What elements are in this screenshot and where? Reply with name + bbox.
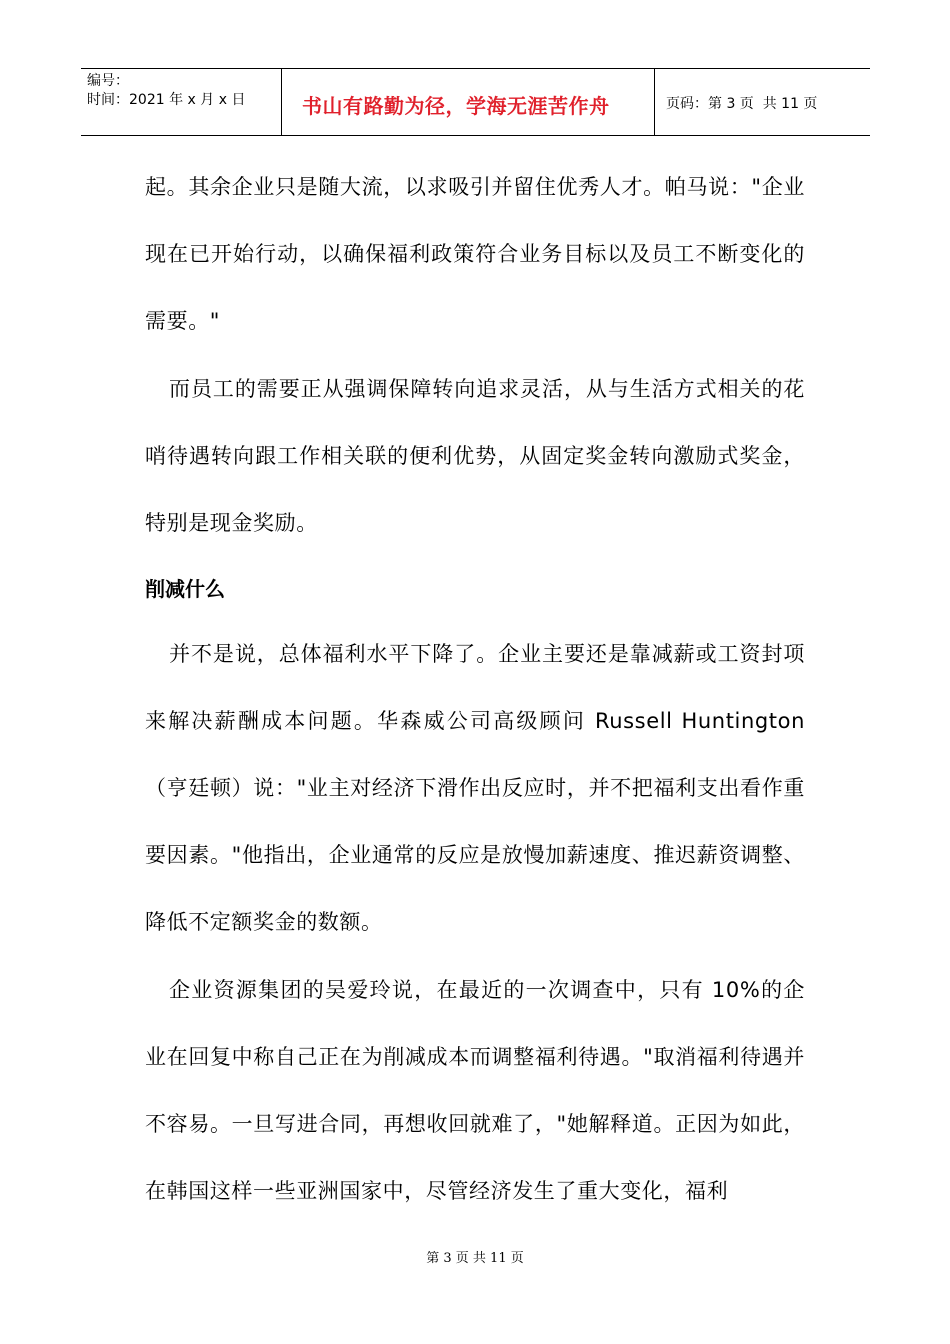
header-motto: 书山有路勤为径，学海无涯苦作舟 [302, 93, 610, 118]
section-heading: 削减什么 [145, 577, 225, 601]
number-label: 编号： [87, 73, 129, 89]
paragraph-4: 企业资源集团的吴爱玲说，在最近的一次调查中，只有 10%的企业在回复中称自己正在为削减成本而调整福利待遇。"取消福利待遇并不容易。一旦写进合同，再想收回就难了，"她解释道。正因为如此，在韩国这样一些亚洲国家中，尽管经济发生了重大变化，福利 [145, 978, 805, 1203]
header-meta-cell [81, 69, 282, 135]
paragraph-1: 起。其余企业只是随大流，以求吸引并留住优秀人才。帕马说："企业现在已开始行动，以确保福利政策符合业务目标以及员工不断变化的需要。" [145, 175, 805, 333]
header-motto-cell [282, 69, 655, 135]
header-page-info: 页码：第 3 页 共 11 页 [666, 96, 818, 112]
document-body [145, 154, 805, 1225]
page-footer: 第 3 页 共 11 页 [426, 1251, 524, 1266]
document-header [81, 68, 870, 136]
header-page-cell [655, 69, 870, 135]
paragraph-3: 并不是说，总体福利水平下降了。企业主要还是靠减薪或工资封项来解决薪酬成本问题。华森威公司高级顾问 Russell Huntington（亨廷顿）说："业主对经济下滑作出反应时，并不把福利支出看作重要因素。"他指出，企业通常的反应是放慢加薪速度、推迟薪资调整、降低不定额奖金的数额。 [145, 642, 805, 934]
paragraph-2: 而员工的需要正从强调保障转向追求灵活，从与生活方式相关的花哨待遇转向跟工作相关联的便利优势，从固定奖金转向激励式奖金，特别是现金奖励。 [145, 377, 805, 535]
time-label: 时间：2021 年 x 月 x 日 [87, 92, 246, 108]
